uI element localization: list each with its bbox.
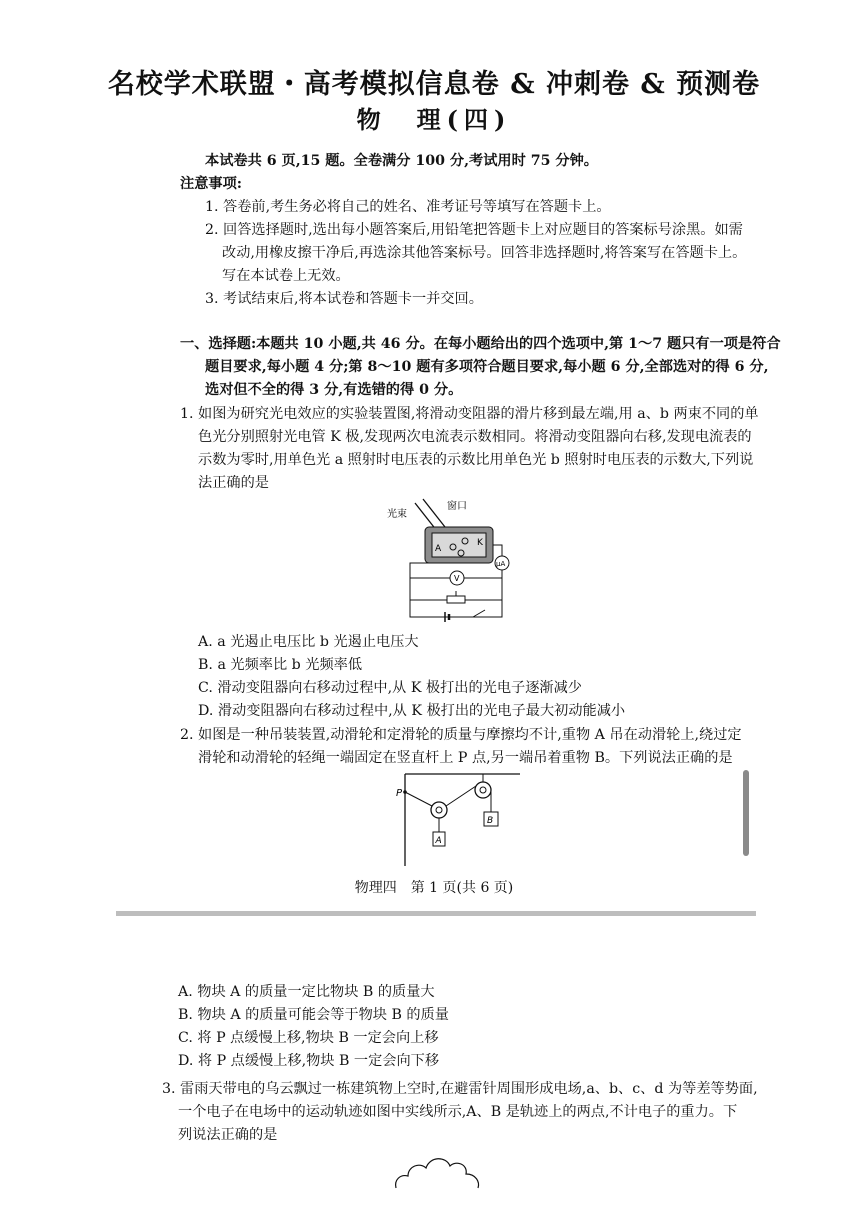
q1-line-3: 示数为零时,用单色光 a 照射时电压表的示数比用单色光 b 照射时电压表的示数大,下列说 [198,452,754,468]
q2-option-c: C. 将 P 点缓慢上移,物块 B 一定会向上移 [178,1030,439,1046]
notice-item-2: 2. 回答选择题时,选出每小题答案后,用铅笔把答题卡上对应题目的答案标号涂黑。如需 [205,222,743,238]
q1-line-2: 色光分别照射光电管 K 极,发现两次电流表示数相同。将滑动变阻器向右移,发现电流表的 [198,429,752,445]
q1-option-c: C. 滑动变阻器向右移动过程中,从 K 极打出的光电子逐渐减少 [198,680,582,696]
photoelectric-circuit-figure [385,495,525,625]
q1-option-b: B. a 光频率比 b 光频率低 [198,657,363,673]
page-footer: 物理四 第 1 页(共 6 页) [354,880,514,896]
q3-line-1: 3. 雷雨天带电的乌云飘过一栋建筑物上空时,在避雷针周围形成电场,a、b、c、d 为等差等势面, [162,1081,758,1097]
page-subtitle: 物 理(四) [356,105,512,134]
page-divider [116,911,756,916]
exam-intro: 本试卷共 6 页,15 题。全卷满分 100 分,考试用时 75 分钟。 [205,153,598,169]
anode-label: A [435,544,442,554]
notice-item-2-cont: 改动,用橡皮擦干净后,再选涂其他答案标号。回答非选择题时,将答案写在答题卡上。 [222,245,747,261]
q1-line-1: 1. 如图为研究光电效应的实验装置图,将滑动变阻器的滑片移到最左端,用 a、b 两束不同的单 [180,406,759,422]
fixed-pulley [475,782,491,798]
section1-line-3: 选对但不全的得 3 分,有选错的得 0 分。 [205,382,463,398]
scrollbar-thumb[interactable] [743,770,749,856]
pulley-figure [395,770,525,870]
block-a-label: A [435,836,442,846]
q2-line-2: 滑轮和动滑轮的轻绳一端固定在竖直杆上 P 点,另一端吊着重物 B。下列说法正确的是 [198,750,733,766]
notice-item-1: 1. 答卷前,考生务必将自己的姓名、准考证号等填写在答题卡上。 [205,199,611,215]
section1-line-1: 一、选择题:本题共 10 小题,共 46 分。在每小题给出的四个选项中,第 1～7 题只有一项是符合 [180,336,781,352]
voltmeter-label: V [454,574,460,583]
beam-label: 光束 [387,509,407,520]
ammeter-label: μA [496,560,506,568]
notice-item-2-cont2: 写在本试卷上无效。 [222,268,350,284]
section1-line-2: 题目要求,每小题 4 分;第 8～10 题有多项符合题目要求,每小题 6 分,全部选对的得 6 分, [205,359,769,375]
point-p-label: P [396,788,403,799]
q3-line-2: 一个电子在电场中的运动轨迹如图中实线所示,A、B 是轨迹上的两点,不计电子的重力。下 [178,1104,738,1120]
q2-option-a: A. 物块 A 的质量一定比物块 B 的质量大 [178,984,435,1000]
page-title: 名校学术联盟・高考模拟信息卷 & 冲刺卷 & 预测卷 [107,69,761,100]
cathode-label: K [477,538,483,548]
movable-pulley [431,802,447,818]
notice-item-3: 3. 考试结束后,将本试卷和答题卡一并交回。 [205,291,483,307]
q1-line-4: 法正确的是 [198,475,269,491]
q1-option-a: A. a 光遏止电压比 b 光遏止电压大 [198,634,419,650]
q2-line-1: 2. 如图是一种吊装装置,动滑轮和定滑轮的质量与摩擦均不计,重物 A 吊在动滑轮上,绕过定 [180,727,742,743]
q2-option-d: D. 将 P 点缓慢上移,物块 B 一定会向下移 [178,1053,440,1069]
notice-heading: 注意事项: [180,176,242,192]
rheostat [447,596,465,603]
block-b-label: B [487,816,494,826]
cloud-figure [392,1150,482,1190]
q1-option-d: D. 滑动变阻器向右移动过程中,从 K 极打出的光电子最大初动能减小 [198,703,626,719]
q3-line-3: 列说法正确的是 [178,1127,278,1143]
window-label: 窗口 [447,501,467,512]
q2-option-b: B. 物块 A 的质量可能会等于物块 B 的质量 [178,1007,449,1023]
